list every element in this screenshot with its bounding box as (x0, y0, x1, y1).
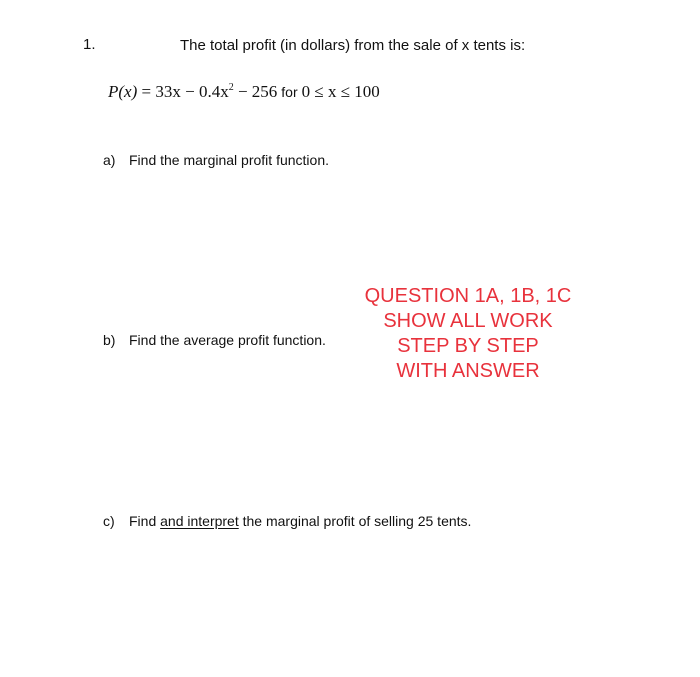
part-b (103, 332, 326, 348)
part-a-label: a) (103, 152, 116, 168)
part-a (103, 152, 329, 168)
part-c-prefix: Find (129, 513, 161, 529)
question-stem: The total profit (in dollars) from the sale of x tents is: (180, 37, 526, 54)
part-b-label: b) (103, 332, 116, 348)
part-c-underlined: and interpret (160, 513, 239, 529)
annotation-line-3: STEP BY STEP (397, 335, 539, 357)
formula-equals: = (137, 82, 156, 101)
formula-rhs-a: 33x − 0.4x (155, 82, 229, 101)
question-number: 1. (83, 36, 96, 53)
part-c-suffix: the marginal profit of selling 25 tents. (238, 513, 472, 529)
formula-for-word: for (281, 84, 298, 100)
part-b-text: Find the average profit function. (129, 332, 326, 348)
part-c-label: c) (103, 513, 115, 529)
formula-lhs: P(x) (108, 82, 138, 101)
annotation-line-2: SHOW ALL WORK (383, 310, 553, 332)
annotation-line-1: QUESTION 1A, 1B, 1C (364, 285, 572, 307)
instruction-annotation (352, 284, 584, 384)
formula-domain: 0 ≤ x ≤ 100 (301, 82, 380, 101)
formula-exponent: 2 (228, 82, 234, 93)
part-a-text: Find the marginal profit function. (129, 152, 329, 168)
formula-rhs-b: − 256 (233, 82, 278, 101)
part-c (103, 513, 471, 529)
profit-formula (108, 82, 380, 102)
annotation-line-4: WITH ANSWER (396, 360, 540, 382)
